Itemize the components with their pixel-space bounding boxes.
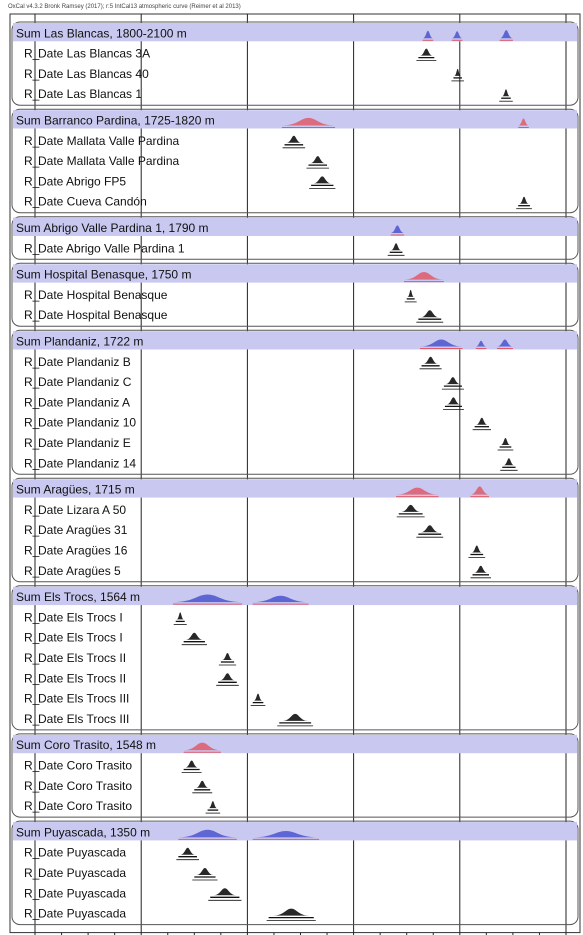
date-distribution: [209, 801, 217, 808]
group-label: Sum Aragües, 1715 m: [16, 482, 135, 497]
date-prefix: R_: [24, 845, 40, 860]
date-label: Date Els Trocs III: [38, 691, 130, 706]
date-distribution: [185, 761, 198, 768]
date-distribution: [474, 566, 487, 573]
date-label: Date Hospital Benasque: [38, 287, 168, 302]
group-label: Sum Las Blancas, 1800-2100 m: [16, 26, 187, 41]
date-label: Date Plandaniz E: [38, 436, 131, 450]
date-label: Date Las Blancas 40: [38, 66, 149, 81]
date-prefix: R_: [24, 778, 40, 793]
date-prefix: R_: [24, 906, 40, 921]
date-distribution: [213, 888, 236, 895]
date-prefix: R_: [24, 799, 40, 814]
date-label: Date Puyascada: [38, 866, 127, 880]
date-prefix: R_: [24, 456, 40, 471]
date-distribution: [504, 458, 515, 465]
date-distribution: [476, 418, 487, 425]
date-prefix: R_: [24, 395, 40, 410]
date-prefix: R_: [24, 133, 40, 148]
date-distribution: [391, 243, 401, 250]
date-label: Date Puyascada: [38, 906, 127, 921]
date-prefix: R_: [24, 194, 40, 209]
plot-frame: [10, 14, 580, 933]
date-prefix: R_: [24, 46, 40, 61]
date-prefix: R_: [24, 87, 40, 102]
date-distribution: [447, 397, 461, 404]
date-prefix: R_: [24, 866, 40, 880]
date-distribution: [177, 612, 184, 619]
date-distribution: [421, 310, 439, 317]
date-distribution: [310, 156, 325, 163]
date-distribution: [420, 49, 433, 56]
date-distribution: [180, 848, 195, 855]
date-label: Date Plandaniz A: [38, 395, 131, 410]
date-prefix: R_: [24, 241, 40, 256]
date-label: Date Las Blancas 3A: [38, 46, 151, 61]
date-prefix: R_: [24, 415, 40, 430]
date-prefix: R_: [24, 154, 40, 169]
date-distribution: [273, 909, 309, 916]
date-label: Date Els Trocs I: [38, 630, 123, 645]
date-distribution: [501, 438, 510, 445]
date-prefix: R_: [24, 886, 40, 901]
date-prefix: R_: [24, 610, 40, 625]
date-prefix: R_: [24, 174, 40, 189]
date-distribution: [220, 673, 235, 680]
date-distribution: [519, 197, 528, 204]
date-distribution: [401, 505, 420, 512]
date-label: Date Plandaniz 10: [38, 415, 137, 430]
date-label: Date Plandaniz C: [38, 375, 132, 390]
date-prefix: R_: [24, 502, 40, 517]
date-distribution: [313, 176, 331, 183]
date-distribution: [282, 714, 307, 721]
date-distribution: [196, 868, 213, 875]
date-distribution: [222, 653, 233, 660]
date-label: Date Aragües 16: [38, 543, 128, 558]
date-distribution: [423, 357, 437, 364]
date-label: Date Els Trocs III: [38, 711, 130, 726]
group-label: Sum Hospital Benasque, 1750 m: [16, 267, 192, 282]
date-distribution: [446, 377, 460, 384]
date-distribution: [186, 633, 203, 640]
date-prefix: R_: [24, 436, 40, 450]
date-label: Date Aragües 31: [38, 523, 128, 538]
date-prefix: R_: [24, 630, 40, 645]
date-prefix: R_: [24, 375, 40, 390]
date-label: Date Els Trocs I: [38, 610, 123, 625]
date-prefix: R_: [24, 523, 40, 538]
date-label: Date Abrigo Valle Pardina 1: [38, 241, 185, 256]
date-prefix: R_: [24, 308, 40, 323]
date-label: Date Mallata Valle Pardina: [38, 154, 180, 169]
date-label: Date Coro Trasito: [38, 778, 133, 793]
date-prefix: R_: [24, 671, 40, 686]
date-distribution: [502, 89, 510, 96]
date-label: Date Plandaniz 14: [38, 456, 137, 471]
date-prefix: R_: [24, 354, 40, 369]
date-label: Date Els Trocs II: [38, 651, 127, 665]
date-distribution: [472, 546, 482, 553]
date-label: Date Las Blancas 1: [38, 87, 143, 102]
date-distribution: [196, 781, 209, 788]
date-label: Date Coro Trasito: [38, 758, 133, 773]
date-label: Date Puyascada: [38, 886, 127, 901]
date-label: Date Abrigo FP5: [38, 174, 127, 189]
date-prefix: R_: [24, 758, 40, 773]
date-label: Date Aragües 5: [38, 563, 121, 578]
group-label: Sum Els Trocs, 1564 m: [16, 590, 141, 605]
group-label: Sum Coro Trasito, 1548 m: [16, 738, 157, 753]
group-label: Sum Abrigo Valle Pardina 1, 1790 m: [16, 221, 209, 235]
date-label: Date Cueva Candón: [38, 194, 147, 209]
date-label: Date Els Trocs II: [38, 671, 127, 686]
date-prefix: R_: [24, 691, 40, 706]
date-label: Date Hospital Benasque: [38, 308, 168, 323]
date-prefix: R_: [24, 287, 40, 302]
oxcal-header: OxCal v4.3.2 Bronk Ramsey (2017); r:5 IntCal13 atmospheric curve (Reimer et al 2013): [8, 4, 241, 10]
date-distribution: [407, 290, 413, 297]
date-prefix: R_: [24, 651, 40, 665]
date-prefix: R_: [24, 563, 40, 578]
date-prefix: R_: [24, 711, 40, 726]
group-label: Sum Barranco Pardina, 1725-1820 m: [16, 113, 215, 128]
group-label: Sum Puyascada, 1350 m: [16, 825, 151, 840]
date-label: Date Puyascada: [38, 845, 127, 860]
date-distribution: [286, 136, 301, 143]
date-prefix: R_: [24, 66, 40, 81]
date-label: Date Coro Trasito: [38, 799, 133, 814]
date-label: Date Lizara A 50: [38, 502, 127, 517]
date-prefix: R_: [24, 543, 40, 558]
date-label: Date Plandaniz B: [38, 354, 131, 369]
date-distribution: [254, 694, 262, 701]
date-label: Date Mallata Valle Pardina: [38, 133, 180, 148]
date-distribution: [421, 525, 439, 532]
group-label: Sum Plandaniz, 1722 m: [16, 334, 144, 349]
